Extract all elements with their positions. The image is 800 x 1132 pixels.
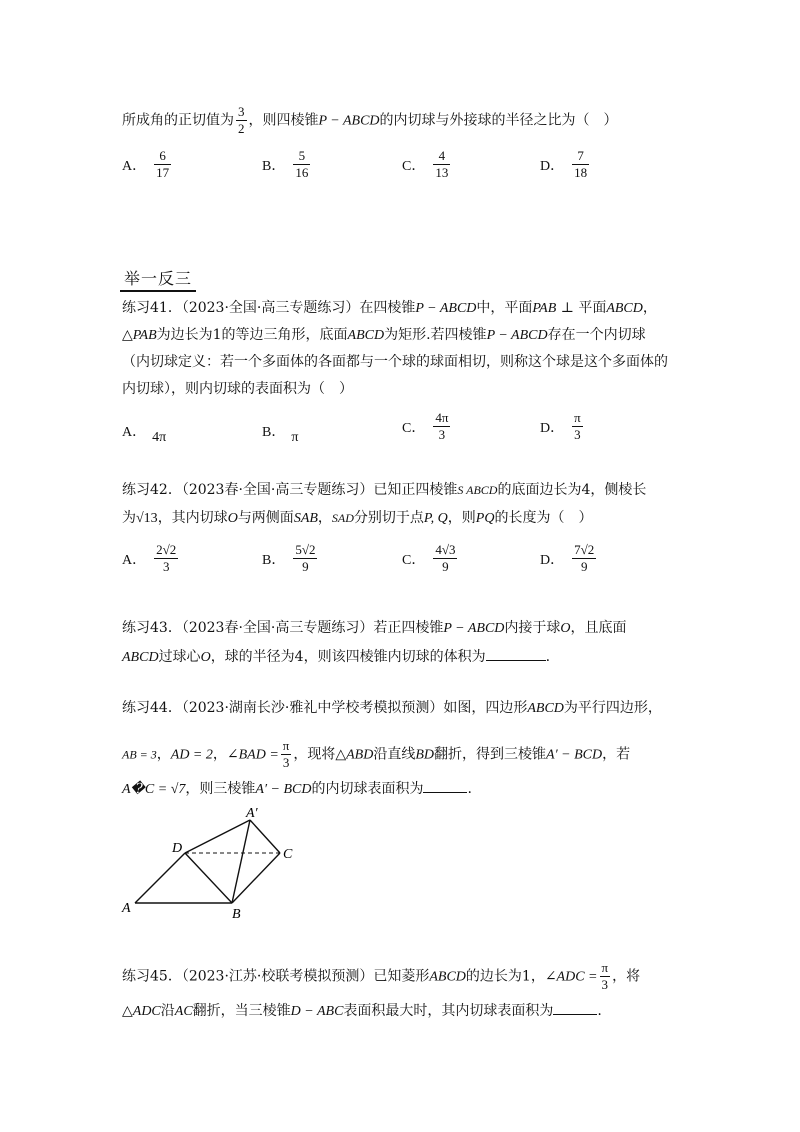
edge-bc <box>232 853 280 903</box>
frac-num: 7√2 <box>574 542 595 557</box>
text: 沿直线 <box>373 746 416 763</box>
choice-d[interactable] <box>540 410 585 443</box>
text: 练习44．（2023·湖南长沙·雅礼中学校考模拟预测）如图，四边形 <box>122 700 528 716</box>
frac-num: 5√2 <box>295 542 316 557</box>
math-expr: ABCD <box>429 969 466 985</box>
ex41-line1 <box>122 298 657 319</box>
choice-label: C． <box>402 552 426 568</box>
question-top-text <box>122 104 618 137</box>
ex41-line3: （内切球定义：若一个多面体的各面都与一个球的球面相切，则称这个球是这个多面体的 <box>122 354 668 370</box>
ex41-line2 <box>122 325 646 346</box>
fraction <box>572 148 589 181</box>
text: 的底面边长为4，侧棱长 <box>497 482 647 498</box>
text: ，将 <box>612 968 641 985</box>
text: ，现将 <box>293 746 336 763</box>
frac-den: 9 <box>442 559 449 574</box>
fraction <box>433 542 457 575</box>
choice-label: D． <box>540 420 565 436</box>
frac-num: 5 <box>293 148 310 165</box>
math-expr: △ADC <box>122 1004 161 1019</box>
math-expr: SAD <box>331 511 354 525</box>
frac-num: π <box>601 960 609 975</box>
text: 练习43．（2023春·全国·高三专题练习）若正四棱锥 <box>122 620 444 636</box>
text: 内接于球 <box>504 620 561 636</box>
edge-a1c <box>250 820 280 853</box>
edge-da1 <box>185 820 250 853</box>
math-expr: P − ABCD <box>415 301 477 316</box>
math-expr: AC <box>174 1004 193 1019</box>
text: 存在一个内切球 <box>547 327 646 343</box>
math-expr: △PAB <box>122 328 157 343</box>
choice-label: A． <box>122 425 147 440</box>
math-expr: ABCD <box>527 701 564 716</box>
ex45-line2 <box>122 1000 602 1022</box>
math-expr: P − ABCD <box>318 113 380 129</box>
choice-label: C． <box>402 420 426 436</box>
math-expr: ∠BAD = <box>226 747 279 763</box>
math-expr: P, Q <box>423 511 448 526</box>
text: 与两侧面 <box>237 510 294 526</box>
fraction <box>236 104 247 137</box>
fraction <box>281 738 292 771</box>
text: 翻折，当三棱锥 <box>192 1003 291 1019</box>
math-expr: AD = 2 <box>170 747 213 763</box>
answer-blank[interactable] <box>553 1000 597 1015</box>
choice-c[interactable] <box>402 542 459 575</box>
ex43-line2 <box>122 646 550 668</box>
fraction <box>433 148 450 181</box>
fraction <box>293 542 317 575</box>
frac-num: 4√3 <box>435 542 456 557</box>
choice-d[interactable] <box>540 542 598 575</box>
frac-num: 6 <box>154 148 171 165</box>
math-expr: O <box>227 511 238 526</box>
choice-b[interactable] <box>262 148 312 181</box>
question-top-choices <box>122 148 682 188</box>
math-expr: ABCD <box>347 328 385 343</box>
math-expr: D − ABC <box>290 1004 344 1019</box>
text: . <box>597 1003 602 1019</box>
text: 为平行四边形， <box>563 700 662 716</box>
text: 表面积最大时，其内切球表面积为 <box>343 1003 554 1019</box>
math-expr: ABCD <box>122 650 159 665</box>
frac-den: 17 <box>156 165 170 180</box>
ex42-choices <box>122 542 682 582</box>
frac-den: 3 <box>438 427 446 442</box>
text: ， <box>156 746 171 763</box>
text: 过球心 <box>158 649 201 665</box>
ex45-line1 <box>122 960 640 993</box>
edge-ad <box>135 853 185 903</box>
math-expr: SAB <box>293 511 318 526</box>
text: ， <box>642 300 657 316</box>
choice-label: A． <box>122 552 147 568</box>
frac-den: 3 <box>282 755 290 770</box>
math-expr: ∠ADC = <box>544 969 598 985</box>
text: 的边长为1， <box>465 968 545 985</box>
fraction <box>154 542 178 575</box>
text: 翻折，得到三棱锥 <box>434 746 547 763</box>
math-expr: △ABD <box>335 747 374 763</box>
text: ， <box>317 510 332 526</box>
text: . <box>545 649 551 665</box>
choice-label: B． <box>262 158 286 174</box>
text: 为矩形.若四棱锥 <box>384 327 487 343</box>
choice-a[interactable] <box>122 416 166 446</box>
math-expr: P − ABCD <box>443 621 505 636</box>
frac-den: 9 <box>580 559 588 574</box>
label-c: C <box>283 847 293 862</box>
text: 沿 <box>160 1003 175 1019</box>
math-expr: PQ <box>475 511 495 526</box>
section-heading: 举一反三 <box>120 268 196 292</box>
fraction <box>293 148 310 181</box>
frac-den: 2 <box>238 121 245 136</box>
choice-label: A． <box>122 158 147 174</box>
frac-den: 9 <box>302 559 309 574</box>
ex44-line3 <box>122 778 472 800</box>
text: 分别切于点 <box>353 510 424 526</box>
label-a-prime: A′ <box>246 806 258 821</box>
ex42-line2 <box>122 508 592 529</box>
choice-b[interactable] <box>262 416 298 446</box>
math-expr: P − ABCD <box>486 328 548 343</box>
text: ，则四棱锥 <box>248 112 319 129</box>
answer-blank[interactable] <box>486 646 546 661</box>
math-expr: O <box>200 650 211 665</box>
label-b: B <box>232 907 241 920</box>
text: ，其内切球 <box>157 510 228 526</box>
choice-value: π <box>291 430 299 445</box>
edge-a1b <box>232 820 250 903</box>
frac-num: 7 <box>572 148 589 165</box>
math-expr: PAB <box>532 301 557 316</box>
text: 练习41．（2023·全国·高三专题练习）在四棱锥 <box>122 300 416 316</box>
choice-value: 4π <box>152 430 167 445</box>
label-d: D <box>172 841 183 856</box>
edge-db <box>185 853 232 903</box>
choice-d[interactable] <box>540 148 591 181</box>
text: 为边长为1的等边三角形，底面 <box>156 327 348 343</box>
text: 为 <box>122 510 136 526</box>
math-expr: √13 <box>136 511 158 526</box>
fraction <box>600 960 611 993</box>
frac-num: 4π <box>435 410 449 425</box>
math-expr: ABCD <box>606 301 643 316</box>
text: ，球的半径为4，则该四棱锥内切球的体积为 <box>210 649 486 665</box>
math-expr: A�C = √7 <box>122 782 186 797</box>
choice-label: D． <box>540 158 565 174</box>
ex44-line1 <box>122 698 662 719</box>
text: ，若 <box>602 746 631 763</box>
frac-den: 18 <box>574 165 588 180</box>
text: 所成角的正切值为 <box>122 112 234 129</box>
frac-den: 13 <box>435 165 449 180</box>
ex43-line1 <box>122 618 627 639</box>
choice-label: D． <box>540 552 565 568</box>
text: 的内切球与外接球的半径之比为（ ） <box>379 112 618 129</box>
choice-label: B． <box>262 425 286 440</box>
choice-label: B． <box>262 552 286 568</box>
frac-num: π <box>574 410 581 425</box>
label-a: A <box>122 901 131 916</box>
fraction <box>433 410 450 443</box>
fraction <box>154 148 171 181</box>
frac-den: 3 <box>162 559 170 574</box>
fraction <box>572 542 596 575</box>
frac-num: 3 <box>238 104 245 119</box>
text: 练习45．（2023·江苏·校联考模拟预测）已知菱形 <box>122 968 430 985</box>
answer-blank[interactable] <box>423 778 467 793</box>
math-expr: AB = 3 <box>122 747 157 762</box>
text: 的长度为（ ） <box>494 510 593 526</box>
text: ， <box>212 746 227 763</box>
frac-num: 2√2 <box>156 542 177 557</box>
frac-den: 16 <box>295 165 309 180</box>
text: ，则 <box>447 510 476 526</box>
ex42-line1 <box>122 480 646 500</box>
choice-c[interactable] <box>402 148 452 181</box>
tetrahedron-figure <box>110 800 330 920</box>
choice-a[interactable] <box>122 148 173 181</box>
frac-den: 3 <box>601 977 609 992</box>
math-expr: A′ − BCD <box>255 782 312 797</box>
choice-label: C． <box>402 158 426 174</box>
ex41-choices <box>122 410 682 450</box>
frac-num: π <box>282 738 290 753</box>
text: 练习42．（2023春·全国·高三专题练习）已知正四棱锥 <box>122 482 458 498</box>
ex41-line4: 内切球），则内切球的表面积为（ ） <box>122 381 353 397</box>
choice-b[interactable] <box>262 542 319 575</box>
text: 中，平面 <box>476 300 533 316</box>
text: 的内切球表面积为 <box>311 781 424 797</box>
fraction <box>572 410 583 443</box>
math-expr: O <box>560 621 571 636</box>
math-expr: A′ − BCD <box>546 747 603 763</box>
math-expr: BD <box>415 747 435 763</box>
frac-num: 4 <box>433 148 450 165</box>
math-expr: S ABCD <box>457 483 498 497</box>
choice-a[interactable] <box>122 542 180 575</box>
text: . <box>467 781 472 797</box>
frac-den: 3 <box>574 427 581 442</box>
text: ，则三棱锥 <box>185 781 256 797</box>
choice-c[interactable] <box>402 410 452 443</box>
text: ⊥ 平面 <box>556 300 607 316</box>
text: ，且底面 <box>570 620 627 636</box>
ex44-line2 <box>122 738 630 771</box>
